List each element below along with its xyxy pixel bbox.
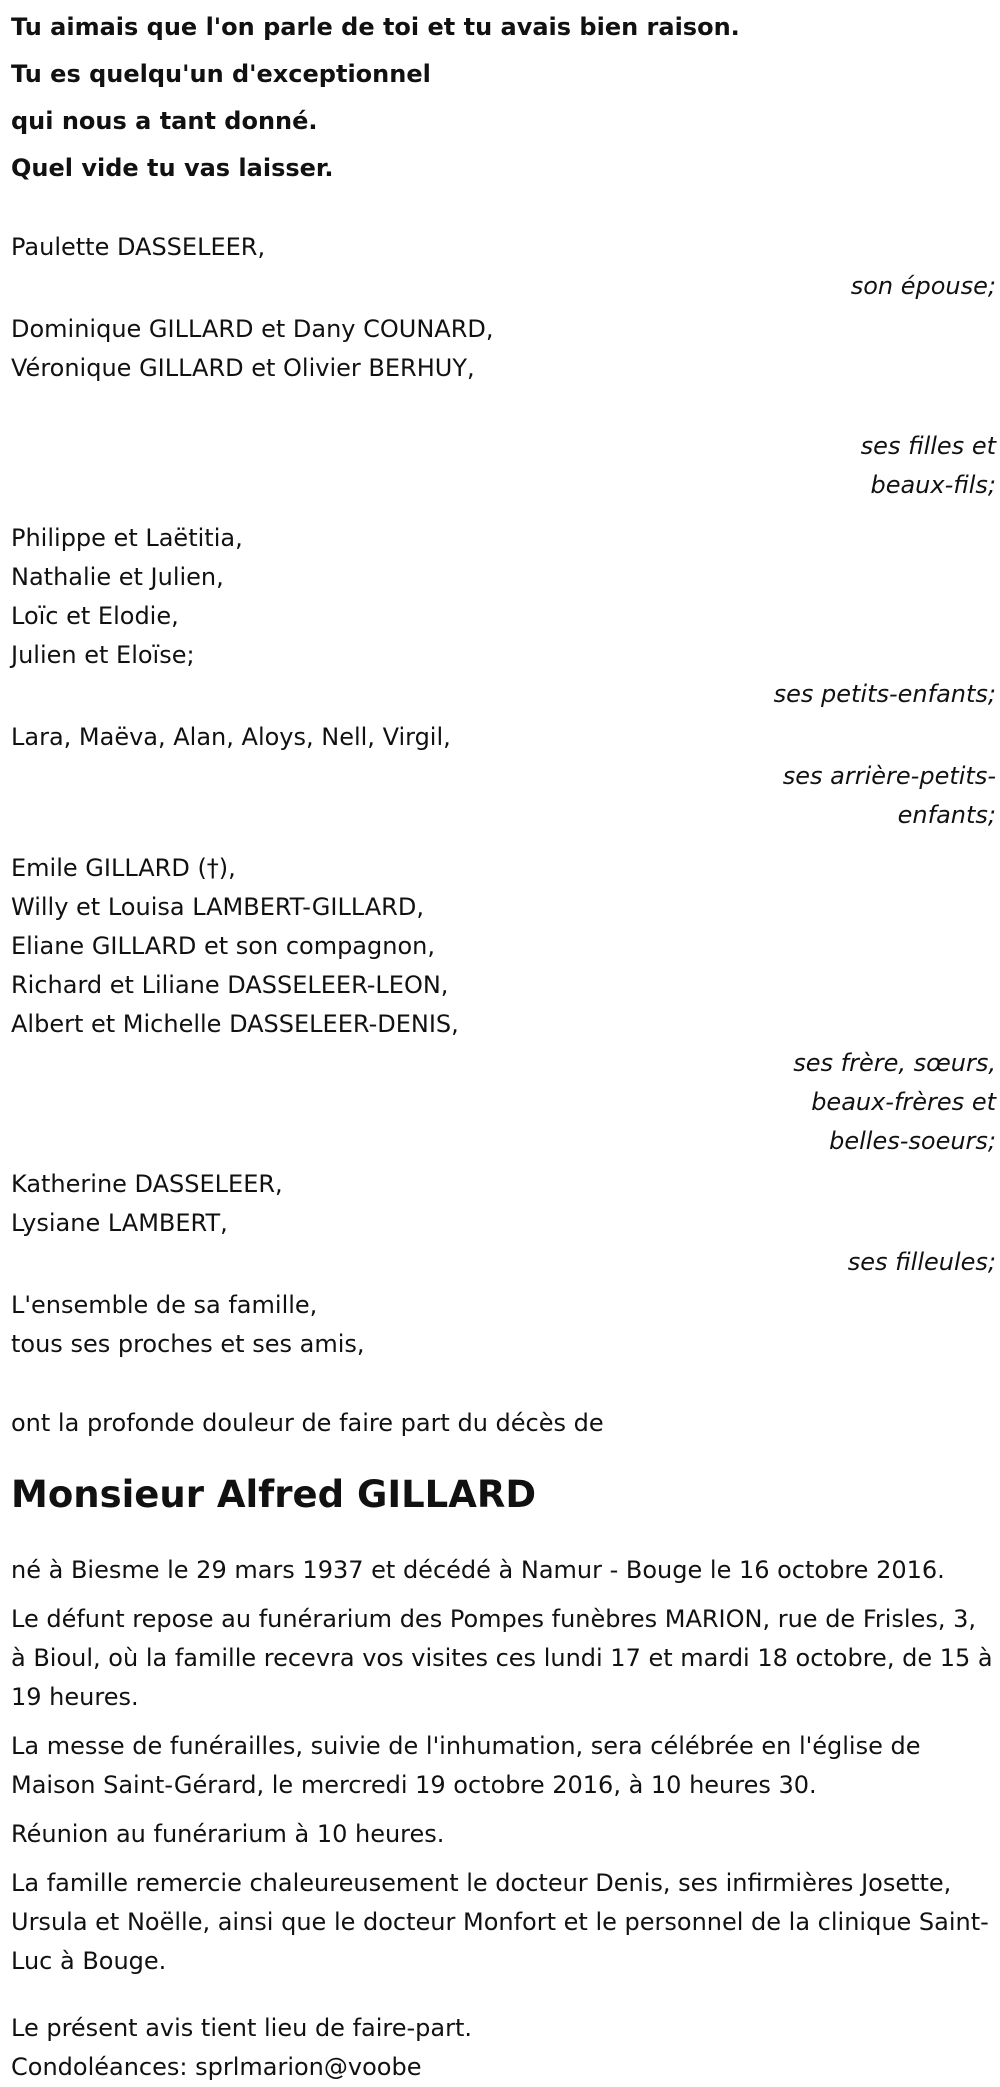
intro-line: Tu es quelqu'un d'exceptionnel: [11, 60, 431, 88]
meeting-info: Réunion au funérarium à 10 heures.: [11, 1820, 445, 1848]
family-role-line: enfants;: [897, 801, 996, 829]
family-role-line: beaux-frères et: [811, 1088, 996, 1116]
family-name: Paulette DASSELEER,: [11, 233, 266, 261]
family-group-great-grandchildren: [11, 718, 996, 835]
family-name: Eliane GILLARD et son compagnon,: [11, 932, 435, 960]
obituary-content: [11, 4, 996, 2087]
intro-line: qui nous a tant donné.: [11, 107, 318, 135]
closing-notes: [11, 2009, 996, 2087]
family-role: ses petits-enfants;: [773, 680, 996, 708]
deceased-name: Monsieur Alfred GILLARD: [11, 1473, 537, 1516]
family-name: Katherine DASSELEER,: [11, 1170, 283, 1198]
family-group-grandchildren: [11, 519, 996, 714]
family-name: Dominique GILLARD et Dany COUNARD,: [11, 315, 494, 343]
announcement: ont la profonde douleur de faire part du décès de: [11, 1409, 604, 1437]
family-name: Philippe et Laëtitia,: [11, 524, 243, 552]
family-name: Lysiane LAMBERT,: [11, 1209, 228, 1237]
family-name: L'ensemble de sa famille,: [11, 1291, 318, 1319]
family-name: Véronique GILLARD et Olivier BERHUY,: [11, 354, 475, 382]
family-role-line: belles-soeurs;: [829, 1127, 996, 1155]
family-group-spouse: [11, 228, 996, 306]
funeral-mass-info: La messe de funérailles, suivie de l'inhumation, sera célébrée en l'église de Maison Saint-Gérard, le mercredi 19 octobre 2016, à 10 heures 30.: [11, 1732, 921, 1799]
family-name: Lara, Maëva, Alan, Aloys, Nell, Virgil,: [11, 723, 451, 751]
closing-line: Le présent avis tient lieu de faire-part.: [11, 2014, 473, 2042]
birth-death-info: né à Biesme le 29 mars 1937 et décédé à Namur - Bouge le 16 octobre 2016.: [11, 1556, 945, 1584]
thanks-info: La famille remercie chaleureusement le docteur Denis, ses infirmières Josette, Ursula et Noëlle, ainsi que le docteur Monfort et le personnel de la clinique Saint-Luc à Bouge.: [11, 1869, 989, 1975]
family-name: Julien et Eloïse;: [11, 641, 195, 669]
family-role: ses filleules;: [847, 1248, 996, 1276]
family-name: Albert et Michelle DASSELEER-DENIS,: [11, 1010, 459, 1038]
funerarium-info: Le défunt repose au funérarium des Pompes funèbres MARION, rue de Frisles, 3, à Bioul, où la famille recevra vos visites ces lundi 17 et mardi 18 octobre, de 15 à 19 heures.: [11, 1605, 993, 1711]
intro-line: Quel vide tu vas laisser.: [11, 154, 334, 182]
family-role: [11, 757, 996, 835]
family-role-line: ses frère, sœurs,: [793, 1049, 996, 1077]
family-name: Loïc et Elodie,: [11, 602, 179, 630]
family-name: tous ses proches et ses amis,: [11, 1330, 365, 1358]
family-role: son épouse;: [850, 272, 996, 300]
family-group-daughters: [11, 310, 996, 505]
family-role-line: ses arrière-petits-: [782, 762, 996, 790]
family-role-line: ses filles et: [860, 432, 996, 460]
family-name: Nathalie et Julien,: [11, 563, 224, 591]
family-group-siblings: [11, 849, 996, 1161]
family-name: Emile GILLARD (†),: [11, 854, 236, 882]
condolences-line: Condoléances: sprlmarion@voobe: [11, 2053, 422, 2081]
family-name: Willy et Louisa LAMBERT-GILLARD,: [11, 893, 424, 921]
intro-verse: [11, 4, 996, 192]
family-group-others: [11, 1286, 996, 1364]
family-role: [11, 427, 996, 505]
family-role: [11, 1044, 996, 1161]
family-role-line: beaux-fils;: [870, 471, 996, 499]
intro-line: Tu aimais que l'on parle de toi et tu avais bien raison.: [11, 13, 740, 41]
family-name: Richard et Liliane DASSELEER-LEON,: [11, 971, 449, 999]
family-group-goddaughters: [11, 1165, 996, 1282]
